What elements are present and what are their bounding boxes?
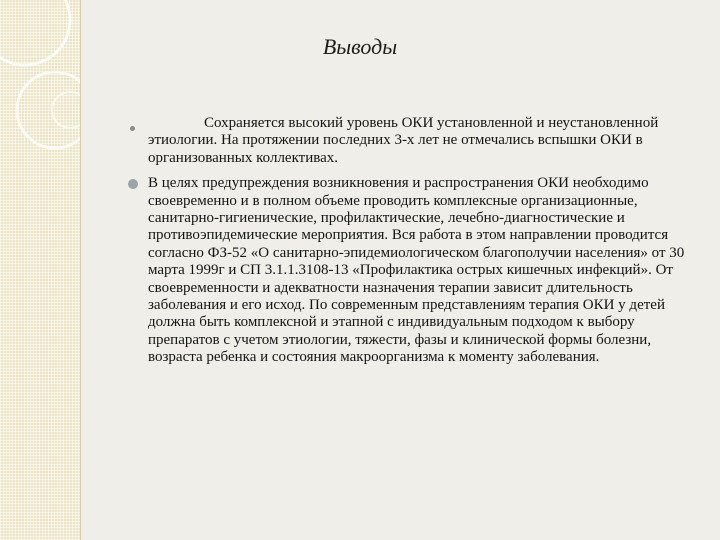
strip-divider xyxy=(80,0,81,540)
bullet-text: Сохраняется высокий уровень ОКИ установленной и неустановленной этиологии. На протяжении последних 3-х лет не отмечались вспышки ОКИ в организованных коллективах. xyxy=(148,115,659,166)
bullet-dot-icon xyxy=(130,126,135,131)
slide-title: Выводы xyxy=(322,34,398,59)
bullet-item xyxy=(130,175,690,366)
bullet-text: В целях предупреждения возникновения и распространения ОКИ необходимо своевременно и в полном объеме проводить комплексные организационные, санитарно-гигиенические, профилактические, лечебно-диагностические и противоэпидемические мероприятия. Вся работа в этом направлении проводится согласно ФЗ-52 «О санитарно-эпидемиологическом благополучии населения» от 30 марта 1999г и СП 3.1.1.3108-13 «Профилактика острых кишечных инфекций». От своевременности и адекватности назначения терапии зависит длительность заболевания и его исход. По современным представлениям терапия ОКИ у детей должна быть комплексной и этапной с индивидуальным подходом к выбору препаратов с учетом этиологии, тяжести, фазы и клинической формы болезни, возраста ребенка и состояния макроорганизма к моменту заболевания. xyxy=(148,175,685,366)
bullet-item xyxy=(130,115,690,167)
bullet-dot-icon xyxy=(128,179,138,189)
decorative-swirl-icon xyxy=(0,0,80,540)
decorative-left-strip xyxy=(0,0,80,540)
slide-content xyxy=(130,115,690,375)
